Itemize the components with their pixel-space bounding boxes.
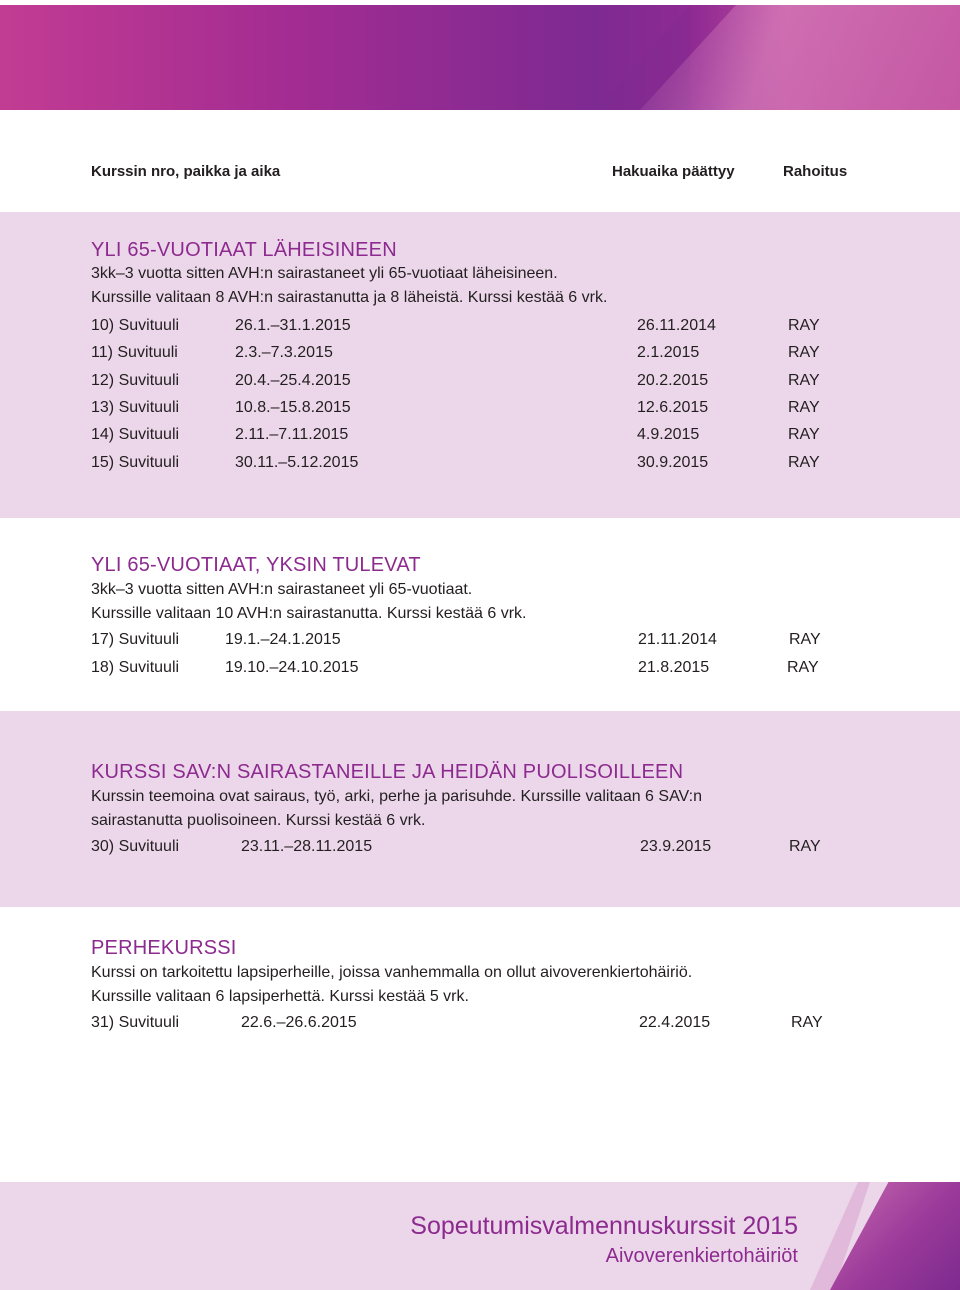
section-title: PERHEKURSSI	[91, 937, 237, 959]
section-family-course	[0, 907, 960, 1087]
dates-cell: 2.11.–7.11.2015	[235, 426, 349, 443]
course-cell: 10) Suvituuli	[91, 317, 180, 334]
deadline-cell: 21.8.2015	[638, 659, 710, 676]
funding-cell: RAY	[789, 631, 821, 648]
funding-cell: RAY	[788, 426, 820, 443]
section-title: YLI 65-VUOTIAAT, YKSIN TULEVAT	[91, 554, 421, 576]
course-cell: 15) Suvituuli	[91, 454, 180, 471]
section-description: Kurssin teemoina ovat sairaus, työ, arki, perhe ja parisuhde. Kurssille valitaan 6 SAV:n	[91, 788, 702, 805]
table-row	[0, 454, 960, 476]
deadline-cell: 23.9.2015	[640, 838, 712, 855]
dates-cell: 10.8.–15.8.2015	[235, 399, 351, 416]
course-cell: 12) Suvituuli	[91, 372, 180, 389]
deadline-cell: 26.11.2014	[637, 317, 716, 334]
course-cell: 11) Suvituuli	[91, 344, 178, 361]
section-over65-alone	[0, 518, 960, 711]
deadline-cell: 30.9.2015	[637, 454, 709, 471]
course-cell: 14) Suvituuli	[91, 426, 180, 443]
section-over65-with-relatives	[0, 212, 960, 518]
table-row	[0, 344, 960, 366]
deadline-cell: 4.9.2015	[637, 426, 700, 443]
table-row	[0, 426, 960, 448]
funding-cell: RAY	[788, 372, 820, 389]
section-title: KURSSI SAV:N SAIRASTANEILLE JA HEIDÄN PUOLISOILLEEN	[91, 761, 684, 783]
header-funding: Rahoitus	[783, 163, 848, 180]
course-cell: 17) Suvituuli	[91, 631, 180, 648]
top-banner	[0, 5, 960, 110]
section-description: Kurssi on tarkoitettu lapsiperheille, joissa vanhemmalla on ollut aivoverenkiertohäiriö.	[91, 964, 693, 981]
table-row	[0, 399, 960, 421]
dates-cell: 22.6.–26.6.2015	[241, 1014, 357, 1031]
course-cell: 30) Suvituuli	[91, 838, 180, 855]
funding-cell: RAY	[789, 838, 821, 855]
course-cell: 31) Suvituuli	[91, 1014, 180, 1031]
funding-cell: RAY	[791, 1014, 823, 1031]
table-row	[0, 838, 960, 860]
funding-cell: RAY	[788, 399, 820, 416]
table-row	[0, 1014, 960, 1036]
section-description: sairastanutta puolisoineen. Kurssi kestää 6 vrk.	[91, 812, 426, 829]
deadline-cell: 22.4.2015	[639, 1014, 711, 1031]
course-cell: 13) Suvituuli	[91, 399, 180, 416]
section-description: 3kk–3 vuotta sitten AVH:n sairastaneet yli 65-vuotiaat läheisineen.	[91, 265, 558, 282]
dates-cell: 30.11.–5.12.2015	[235, 454, 359, 471]
funding-cell: RAY	[788, 344, 820, 361]
footer-subtitle: Aivoverenkiertohäiriöt	[605, 1245, 798, 1267]
deadline-cell: 20.2.2015	[637, 372, 709, 389]
section-sav-couples	[0, 711, 960, 907]
deadline-cell: 21.11.2014	[638, 631, 717, 648]
header-course: Kurssin nro, paikka ja aika	[91, 163, 281, 180]
section-description: Kurssille valitaan 6 lapsiperhettä. Kurssi kestää 5 vrk.	[91, 988, 469, 1005]
section-description: 3kk–3 vuotta sitten AVH:n sairastaneet yli 65-vuotiaat.	[91, 581, 473, 598]
table-row	[0, 659, 960, 681]
funding-cell: RAY	[788, 317, 820, 334]
table-row	[0, 631, 960, 653]
deadline-cell: 12.6.2015	[637, 399, 709, 416]
header-deadline: Hakuaika päättyy	[612, 163, 735, 180]
funding-cell: RAY	[787, 659, 819, 676]
course-cell: 18) Suvituuli	[91, 659, 180, 676]
dates-cell: 20.4.–25.4.2015	[235, 372, 351, 389]
footer-band	[0, 1182, 960, 1290]
table-row	[0, 317, 960, 339]
dates-cell: 19.10.–24.10.2015	[225, 659, 359, 676]
funding-cell: RAY	[788, 454, 820, 471]
dates-cell: 23.11.–28.11.2015	[241, 838, 373, 855]
dates-cell: 19.1.–24.1.2015	[225, 631, 341, 648]
dates-cell: 2.3.–7.3.2015	[235, 344, 333, 361]
section-description: Kurssille valitaan 8 AVH:n sairastanutta ja 8 läheistä. Kurssi kestää 6 vrk.	[91, 289, 608, 306]
deadline-cell: 2.1.2015	[637, 344, 700, 361]
dates-cell: 26.1.–31.1.2015	[235, 317, 351, 334]
footer-title: Sopeutumisvalmennuskurssit 2015	[410, 1212, 798, 1240]
section-title: YLI 65-VUOTIAAT LÄHEISINEEN	[91, 239, 397, 261]
section-description: Kurssille valitaan 10 AVH:n sairastanutta. Kurssi kestää 6 vrk.	[91, 605, 527, 622]
table-row	[0, 372, 960, 394]
